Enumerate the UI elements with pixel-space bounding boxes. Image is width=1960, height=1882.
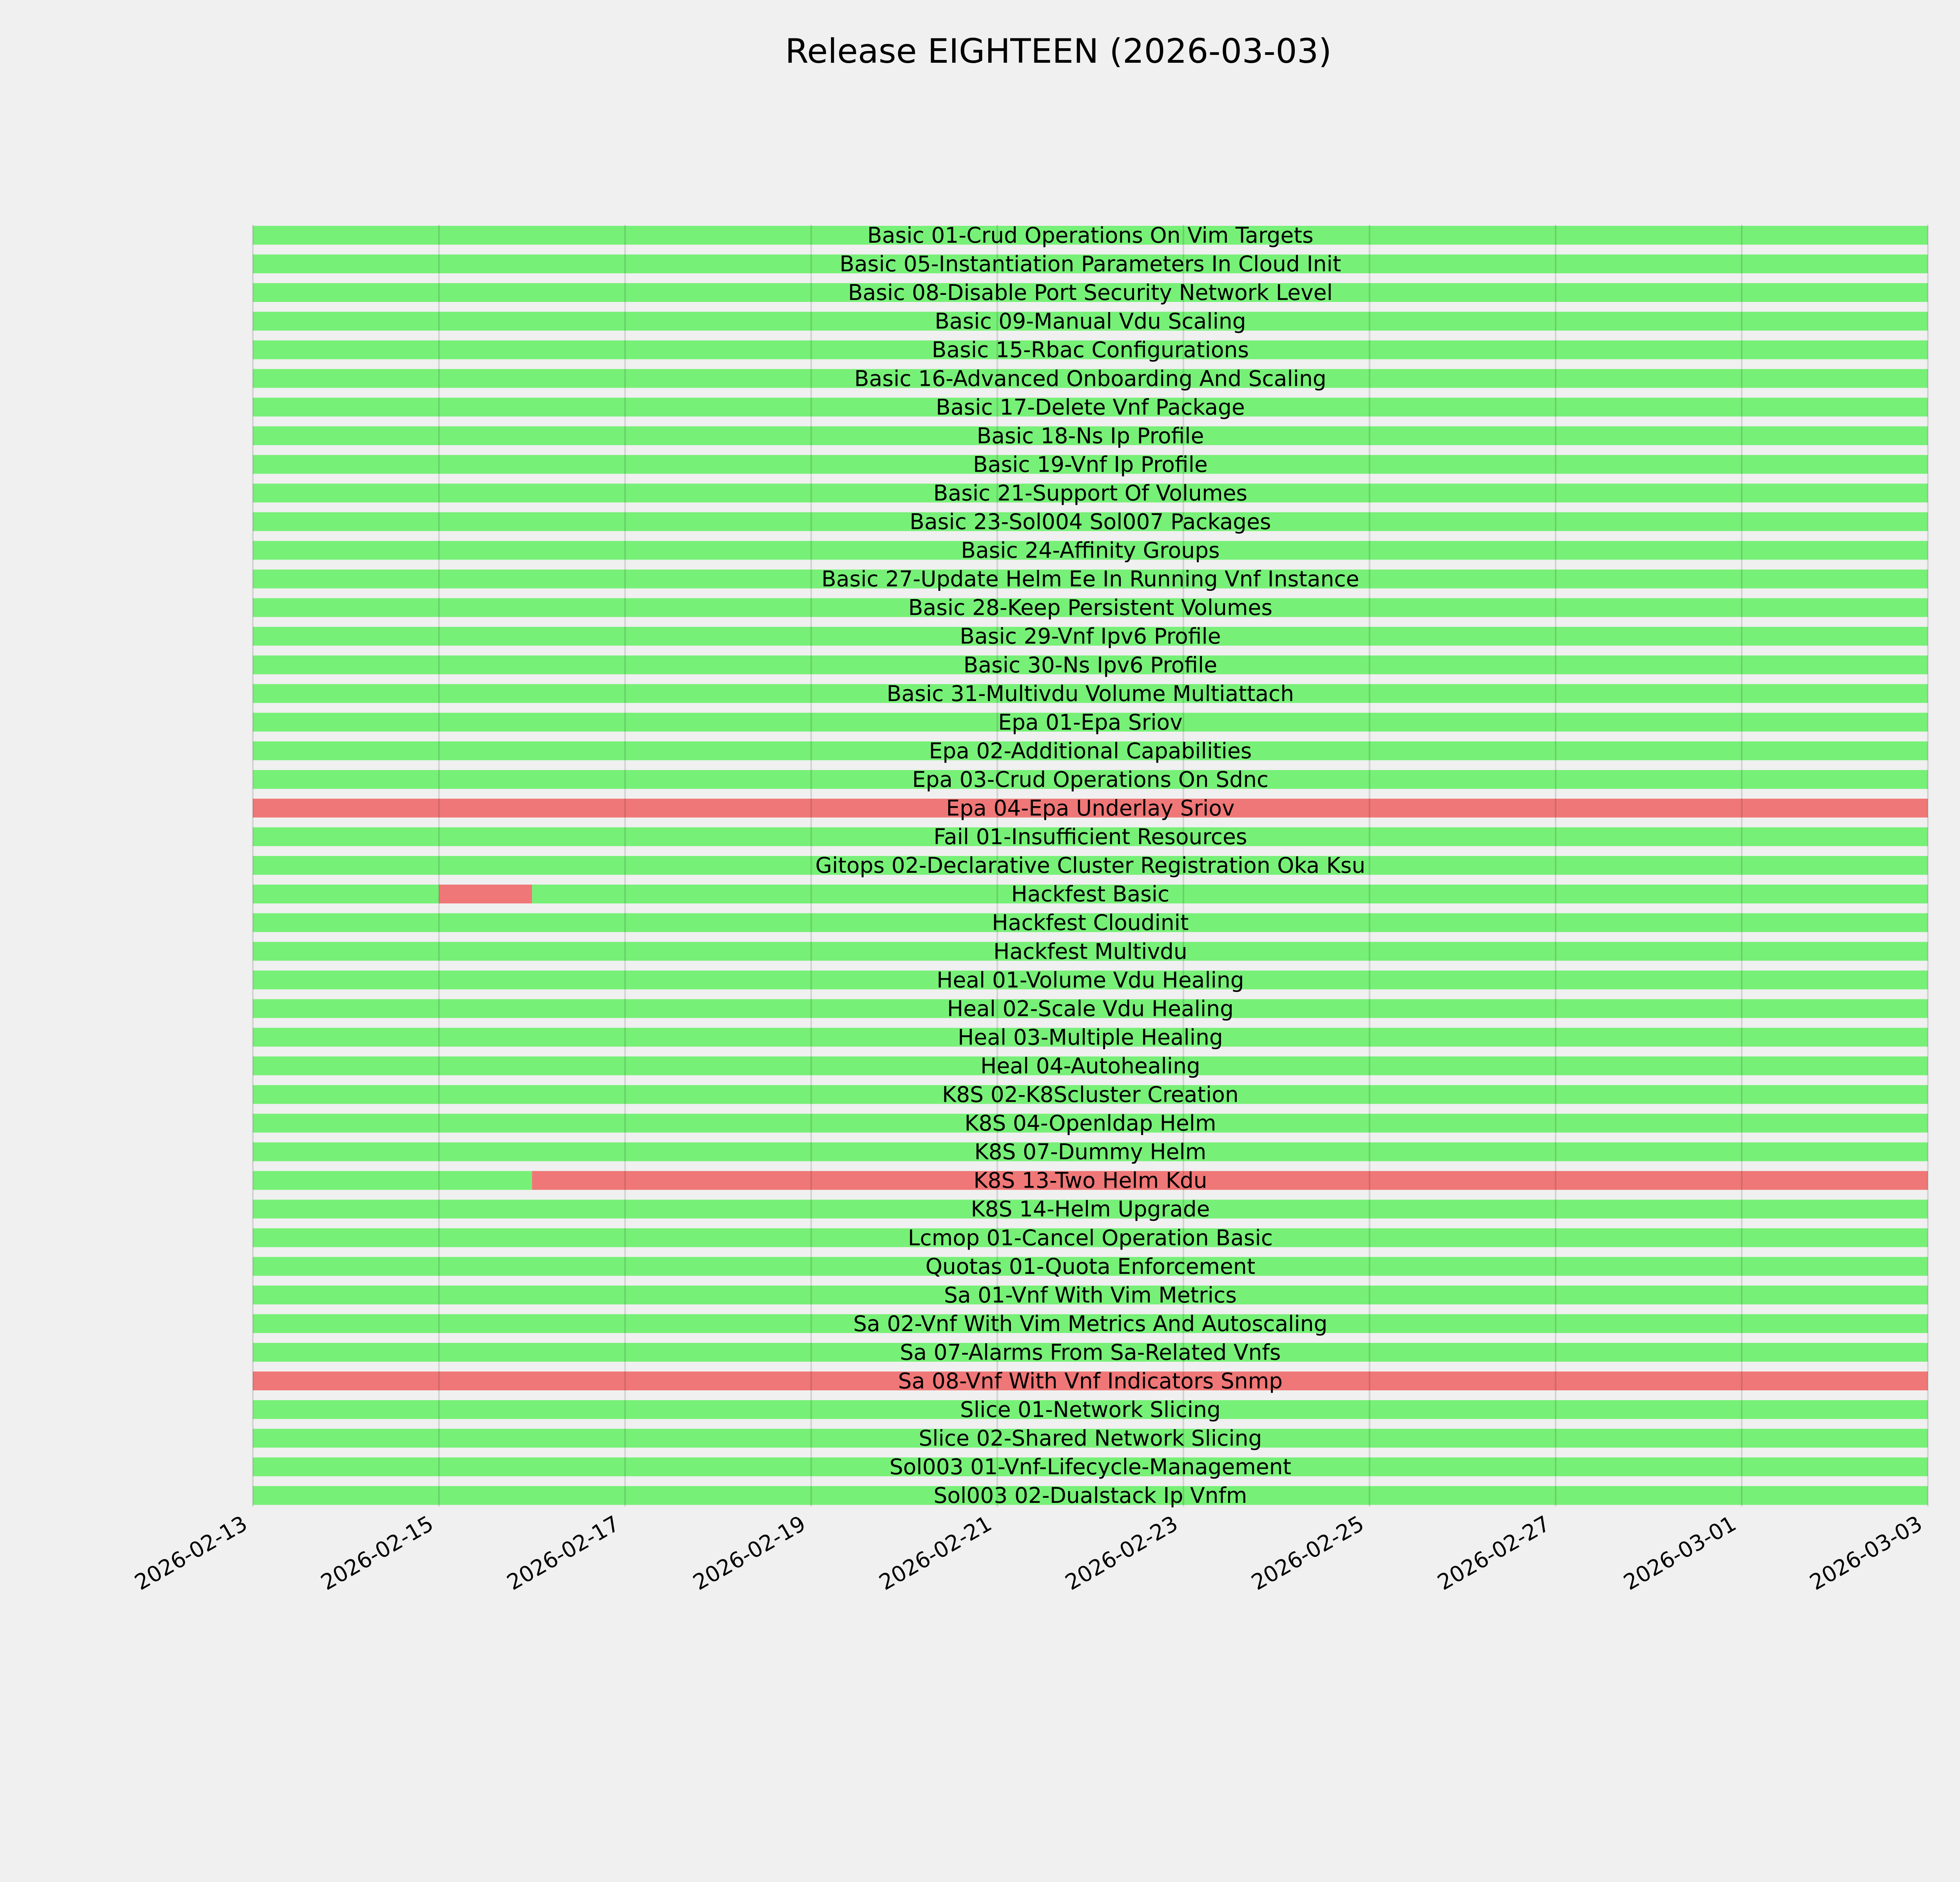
bar-label: Epa 03-Crud Operations On Sdnc [912, 767, 1269, 792]
bar-label: Sa 07-Alarms From Sa-Related Vnfs [900, 1339, 1281, 1365]
x-tick-label: 2026-02-17 [503, 1511, 624, 1595]
bar-label: Slice 01-Network Slicing [960, 1397, 1221, 1422]
bar-label: Sa 08-Vnf With Vnf Indicators Snmp [898, 1368, 1283, 1393]
timeline-bar-segment [253, 1171, 532, 1190]
x-tick-label: 2026-02-27 [1433, 1511, 1554, 1595]
bar-label: Epa 01-Epa Sriov [998, 709, 1183, 735]
bar-label: Lcmop 01-Cancel Operation Basic [908, 1225, 1273, 1250]
bar-label: Sa 02-Vnf With Vim Metrics And Autoscaling [853, 1311, 1328, 1336]
bar-label: Epa 04-Epa Underlay Sriov [946, 796, 1235, 821]
bar-label: Sa 01-Vnf With Vim Metrics [944, 1282, 1237, 1308]
bar-label: Basic 28-Keep Persistent Volumes [908, 595, 1273, 620]
x-tick-label: 2026-02-15 [316, 1511, 438, 1595]
bar-label: Gitops 02-Declarative Cluster Registration Oka Ksu [815, 853, 1366, 878]
bar-label: Basic 09-Manual Vdu Scaling [935, 309, 1246, 334]
bar-label: Hackfest Multivdu [993, 939, 1187, 964]
bar-label: K8S 02-K8Scluster Creation [942, 1082, 1239, 1107]
bar-label: Basic 27-Update Helm Ee In Running Vnf Instance [821, 566, 1359, 592]
bar-label: Basic 23-Sol004 Sol007 Packages [909, 509, 1271, 534]
bar-label: Heal 03-Multiple Healing [958, 1025, 1223, 1050]
timeline-bar-segment [439, 885, 532, 903]
bar-label: Heal 02-Scale Vdu Healing [947, 996, 1234, 1021]
bar-label: K8S 13-Two Helm Kdu [973, 1168, 1207, 1193]
x-tick-label: 2026-02-19 [689, 1511, 810, 1595]
bar-label: Basic 16-Advanced Onboarding And Scaling [854, 366, 1327, 391]
bar-label: Sol003 02-Dualstack Ip Vnfm [933, 1483, 1247, 1508]
bar-label: Quotas 01-Quota Enforcement [925, 1253, 1256, 1279]
bar-label: Basic 19-Vnf Ip Profile [973, 452, 1208, 477]
bar-label: Sol003 01-Vnf-Lifecycle-Management [889, 1454, 1292, 1480]
timeline-bar-segment [532, 885, 1928, 903]
bar-label: Basic 31-Multivdu Volume Multiattach [886, 681, 1294, 706]
bar-label: K8S 07-Dummy Helm [974, 1139, 1207, 1164]
bar-label: Basic 01-Crud Operations On Vim Targets [867, 223, 1314, 248]
bar-label: Basic 24-Affinity Groups [961, 538, 1220, 563]
bar-label: Slice 02-Shared Network Slicing [918, 1426, 1262, 1451]
x-tick-label: 2026-03-01 [1619, 1511, 1740, 1595]
bar-label: Basic 05-Instantiation Parameters In Cloud Init [839, 251, 1341, 277]
bar-label: Basic 18-Ns Ip Profile [976, 423, 1204, 449]
x-tick-label: 2026-03-03 [1805, 1511, 1927, 1595]
bar-label: Basic 29-Vnf Ipv6 Profile [960, 623, 1221, 649]
bar-label: Hackfest Basic [1011, 881, 1170, 907]
bar-label: Basic 17-Delete Vnf Package [936, 394, 1245, 420]
bar-label: K8S 04-Openldap Helm [964, 1110, 1216, 1136]
x-tick-label: 2026-02-25 [1247, 1511, 1368, 1595]
bar-label: Fail 01-Insufficient Resources [933, 824, 1247, 850]
bar-label: Hackfest Cloudinit [992, 910, 1189, 936]
x-tick-label: 2026-02-21 [875, 1511, 996, 1595]
timeline-bar-segment [253, 885, 439, 903]
x-tick-label: 2026-02-23 [1061, 1511, 1182, 1595]
bar-label: Basic 15-Rbac Configurations [931, 337, 1249, 363]
bar-label: K8S 14-Helm Upgrade [971, 1196, 1210, 1222]
x-axis-ticks [131, 1511, 1927, 1595]
chart-title: Release EIGHTEEN (2026-03-03) [785, 32, 1332, 71]
bar-label: Epa 02-Additional Capabilities [929, 738, 1252, 763]
bar-label: Basic 08-Disable Port Security Network Level [848, 280, 1333, 305]
bar-label: Heal 04-Autohealing [980, 1053, 1200, 1079]
timeline-bar-segment [532, 1171, 1928, 1190]
bar-label: Heal 01-Volume Vdu Healing [936, 967, 1244, 993]
x-tick-label: 2026-02-13 [130, 1511, 252, 1595]
bar-label: Basic 30-Ns Ipv6 Profile [963, 652, 1218, 678]
bar-label: Basic 21-Support Of Volumes [933, 480, 1248, 506]
